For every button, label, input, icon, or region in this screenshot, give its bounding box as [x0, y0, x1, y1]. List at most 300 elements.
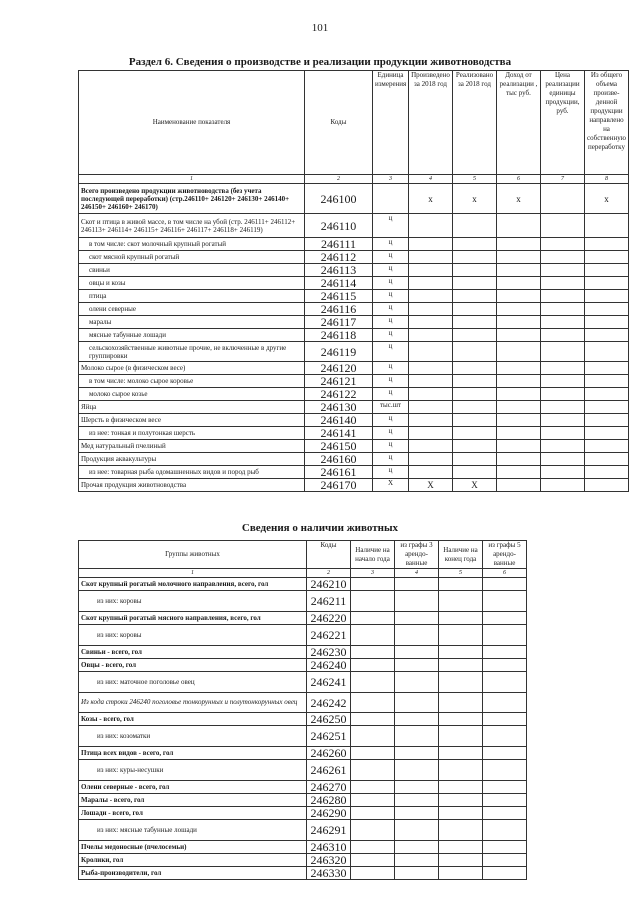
cell-c6[interactable] — [497, 303, 541, 316]
table-row — [79, 612, 527, 625]
row-name: Свиньи - всего, гол — [79, 646, 307, 659]
cell-c6[interactable] — [497, 401, 541, 414]
table-row — [79, 329, 629, 342]
data-cell[interactable] — [351, 612, 395, 625]
table-row — [79, 726, 527, 747]
cell-c7[interactable] — [541, 466, 585, 479]
data-cell[interactable] — [351, 807, 395, 820]
table-row — [79, 713, 527, 726]
cell-unit[interactable]: ц — [373, 388, 409, 401]
data-cell[interactable] — [351, 781, 395, 794]
data-cell[interactable] — [351, 794, 395, 807]
subtitle: Сведения о наличии животных — [241, 522, 399, 534]
data-cell[interactable] — [483, 820, 527, 841]
cell-c6[interactable] — [497, 251, 541, 264]
data-cell[interactable] — [351, 693, 395, 713]
data-cell[interactable] — [351, 760, 395, 781]
data-cell[interactable] — [351, 726, 395, 747]
cell-c8[interactable] — [585, 303, 629, 316]
cell-c4[interactable] — [409, 316, 453, 329]
cell-unit[interactable]: X — [373, 479, 409, 492]
table2-header-start: Наличие на начало года — [351, 541, 395, 569]
cell-c7[interactable] — [541, 316, 585, 329]
cell-c6[interactable]: x — [497, 184, 541, 214]
row-name: овцы и козы — [79, 277, 305, 290]
data-cell[interactable] — [483, 760, 527, 781]
data-cell[interactable] — [351, 625, 395, 646]
row-name: сельскохозяйственные животные прочие, не включенные в другие группировки — [79, 342, 305, 362]
table-row — [79, 251, 629, 264]
cell-c7[interactable] — [541, 251, 585, 264]
table-row — [79, 453, 629, 466]
cell-c4[interactable] — [409, 427, 453, 440]
cell-c7[interactable] — [541, 238, 585, 251]
table-row — [79, 440, 629, 453]
col-number: 4 — [395, 569, 439, 578]
cell-c4[interactable] — [409, 238, 453, 251]
cell-c4[interactable]: X — [409, 479, 453, 492]
cell-c6[interactable] — [497, 362, 541, 375]
cell-c6[interactable] — [497, 277, 541, 290]
table-row — [79, 867, 527, 880]
cell-c8[interactable] — [585, 342, 629, 362]
row-name: Мед натуральный пчелиный — [79, 440, 305, 453]
table-row — [79, 807, 527, 820]
row-name: Прочая продукция животноводства — [79, 479, 305, 492]
cell-unit[interactable]: ц — [373, 453, 409, 466]
cell-unit[interactable]: ц — [373, 251, 409, 264]
row-name: из них: коровы — [79, 625, 307, 646]
cell-unit[interactable]: ц — [373, 277, 409, 290]
cell-unit[interactable]: ц — [373, 303, 409, 316]
cell-c8[interactable] — [585, 479, 629, 492]
data-cell[interactable] — [439, 578, 483, 591]
row-code: 246260 — [307, 747, 351, 760]
data-cell[interactable] — [439, 760, 483, 781]
cell-c8[interactable] — [585, 440, 629, 453]
row-name: птица — [79, 290, 305, 303]
cell-c7[interactable] — [541, 303, 585, 316]
row-name: Скот и птица в живой массе, в том числе на убой (стр. 246111+ 246112+ 246113+ 246114+ 246115+ 246116+ 246117+ 246118+ 246119) — [79, 214, 305, 238]
cell-c4[interactable] — [409, 440, 453, 453]
cell-c6[interactable] — [497, 342, 541, 362]
cell-c5[interactable] — [453, 277, 497, 290]
table1-header-name: Наименование показателя — [79, 71, 305, 175]
data-cell[interactable] — [483, 578, 527, 591]
table-row — [79, 277, 629, 290]
cell-c4[interactable] — [409, 290, 453, 303]
row-code: 246117 — [305, 316, 373, 329]
table-row — [79, 427, 629, 440]
data-cell[interactable] — [483, 659, 527, 672]
data-cell[interactable] — [395, 646, 439, 659]
cell-c5[interactable] — [453, 453, 497, 466]
data-cell[interactable] — [483, 854, 527, 867]
data-cell[interactable] — [395, 794, 439, 807]
cell-c7[interactable] — [541, 440, 585, 453]
table-row — [79, 854, 527, 867]
cell-c7[interactable] — [541, 479, 585, 492]
table2-header-end-rented: из графы 5 арендо- ванные — [483, 541, 527, 569]
cell-c5[interactable] — [453, 401, 497, 414]
table1-header-sold: Реализовано за 2018 год — [453, 71, 497, 175]
row-name: Яйца — [79, 401, 305, 414]
data-cell[interactable] — [395, 820, 439, 841]
cell-c8[interactable] — [585, 329, 629, 342]
data-cell[interactable] — [351, 659, 395, 672]
cell-c6[interactable] — [497, 290, 541, 303]
table-row — [79, 466, 629, 479]
cell-c7[interactable] — [541, 414, 585, 427]
row-code: 246170 — [305, 479, 373, 492]
cell-c4[interactable] — [409, 453, 453, 466]
row-code: 246161 — [305, 466, 373, 479]
cell-c6[interactable] — [497, 375, 541, 388]
table1-number-row — [79, 175, 629, 184]
row-name: в том числе: молоко сырое коровье — [79, 375, 305, 388]
cell-c6[interactable] — [497, 264, 541, 277]
data-cell[interactable] — [395, 867, 439, 880]
table2-header-row — [79, 541, 527, 569]
cell-c5[interactable] — [453, 329, 497, 342]
data-cell[interactable] — [483, 591, 527, 612]
data-cell[interactable] — [439, 854, 483, 867]
data-cell[interactable] — [483, 747, 527, 760]
cell-c7[interactable] — [541, 264, 585, 277]
cell-c5[interactable] — [453, 303, 497, 316]
col-number: 5 — [453, 175, 497, 184]
row-code: 246122 — [305, 388, 373, 401]
col-number: 7 — [541, 175, 585, 184]
data-cell[interactable] — [483, 807, 527, 820]
data-cell[interactable] — [395, 659, 439, 672]
table-row — [79, 362, 629, 375]
row-code: 246211 — [307, 591, 351, 612]
data-cell[interactable] — [395, 726, 439, 747]
data-cell[interactable] — [439, 807, 483, 820]
cell-c6[interactable] — [497, 427, 541, 440]
cell-c5[interactable] — [453, 290, 497, 303]
row-name: из них: коровы — [79, 591, 307, 612]
cell-unit[interactable]: ц — [373, 238, 409, 251]
row-name: из нее: тонкая и полутонкая шерсть — [79, 427, 305, 440]
data-cell[interactable] — [439, 672, 483, 693]
cell-c7[interactable] — [541, 184, 585, 214]
cell-unit[interactable]: тыс.шт — [373, 401, 409, 414]
cell-c8[interactable] — [585, 238, 629, 251]
cell-c7[interactable] — [541, 427, 585, 440]
data-cell[interactable] — [395, 760, 439, 781]
data-cell[interactable] — [351, 672, 395, 693]
cell-c7[interactable] — [541, 453, 585, 466]
data-cell[interactable] — [483, 794, 527, 807]
table-row — [79, 414, 629, 427]
table-row — [79, 238, 629, 251]
data-cell[interactable] — [483, 646, 527, 659]
table-row — [79, 214, 629, 238]
cell-c4[interactable] — [409, 388, 453, 401]
cell-c8[interactable] — [585, 453, 629, 466]
data-cell[interactable] — [395, 612, 439, 625]
row-name: Пчелы медоносные (пчелосемьи) — [79, 841, 307, 854]
cell-c4[interactable] — [409, 277, 453, 290]
table-row — [79, 672, 527, 693]
row-code: 246150 — [305, 440, 373, 453]
row-code: 246221 — [307, 625, 351, 646]
cell-c7[interactable] — [541, 401, 585, 414]
row-code: 246119 — [305, 342, 373, 362]
cell-c6[interactable] — [497, 214, 541, 238]
data-cell[interactable] — [439, 867, 483, 880]
data-cell[interactable] — [351, 854, 395, 867]
data-cell[interactable] — [439, 625, 483, 646]
cell-c8[interactable] — [585, 375, 629, 388]
cell-c8[interactable] — [585, 290, 629, 303]
data-cell[interactable] — [439, 659, 483, 672]
cell-c8[interactable]: x — [585, 184, 629, 214]
data-cell[interactable] — [395, 578, 439, 591]
data-cell[interactable] — [351, 646, 395, 659]
data-cell[interactable] — [439, 713, 483, 726]
data-cell[interactable] — [439, 591, 483, 612]
data-cell[interactable] — [483, 693, 527, 713]
cell-c7[interactable] — [541, 329, 585, 342]
col-number: 2 — [307, 569, 351, 578]
cell-c8[interactable] — [585, 264, 629, 277]
row-name: Маралы - всего, гол — [79, 794, 307, 807]
data-cell[interactable] — [439, 726, 483, 747]
cell-c4[interactable]: x — [409, 184, 453, 214]
cell-c5[interactable] — [453, 238, 497, 251]
data-cell[interactable] — [395, 693, 439, 713]
data-cell[interactable] — [483, 612, 527, 625]
cell-c8[interactable] — [585, 277, 629, 290]
cell-c6[interactable] — [497, 238, 541, 251]
table-row — [79, 781, 527, 794]
row-code: 246310 — [307, 841, 351, 854]
cell-c4[interactable] — [409, 362, 453, 375]
cell-c6[interactable] — [497, 316, 541, 329]
table2-number-row — [79, 569, 527, 578]
table2-header-start-rented: из графы 3 арендо- ванные — [395, 541, 439, 569]
row-code: 246291 — [307, 820, 351, 841]
cell-unit[interactable]: ц — [373, 427, 409, 440]
row-name: из них: куры-несушки — [79, 760, 307, 781]
cell-c7[interactable] — [541, 362, 585, 375]
cell-c4[interactable] — [409, 414, 453, 427]
row-code: 246290 — [307, 807, 351, 820]
cell-c8[interactable] — [585, 362, 629, 375]
cell-c8[interactable] — [585, 214, 629, 238]
cell-c5[interactable] — [453, 427, 497, 440]
cell-unit[interactable]: ц — [373, 375, 409, 388]
data-cell[interactable] — [483, 781, 527, 794]
cell-c8[interactable] — [585, 414, 629, 427]
cell-unit[interactable] — [373, 184, 409, 214]
cell-c6[interactable] — [497, 466, 541, 479]
data-cell[interactable] — [395, 625, 439, 646]
cell-c4[interactable] — [409, 329, 453, 342]
row-name: из них: мясные табунные лошади — [79, 820, 307, 841]
cell-unit[interactable]: ц — [373, 414, 409, 427]
cell-c4[interactable] — [409, 375, 453, 388]
cell-c6[interactable] — [497, 329, 541, 342]
cell-unit[interactable]: ц — [373, 329, 409, 342]
cell-c7[interactable] — [541, 290, 585, 303]
row-code: 246115 — [305, 290, 373, 303]
cell-c5[interactable] — [453, 316, 497, 329]
row-name: Шерсть в физическом весе — [79, 414, 305, 427]
data-cell[interactable] — [395, 807, 439, 820]
cell-unit[interactable]: ц — [373, 214, 409, 238]
cell-unit[interactable]: ц — [373, 264, 409, 277]
data-cell[interactable] — [395, 672, 439, 693]
data-cell[interactable] — [439, 841, 483, 854]
cell-c4[interactable] — [409, 401, 453, 414]
data-cell[interactable] — [351, 867, 395, 880]
cell-c5[interactable] — [453, 251, 497, 264]
cell-c7[interactable] — [541, 342, 585, 362]
table-row — [79, 342, 629, 362]
cell-c4[interactable] — [409, 466, 453, 479]
col-number: 6 — [497, 175, 541, 184]
cell-c7[interactable] — [541, 214, 585, 238]
data-cell[interactable] — [483, 713, 527, 726]
cell-c4[interactable] — [409, 214, 453, 238]
row-name: олени северные — [79, 303, 305, 316]
row-name: из них: козоматки — [79, 726, 307, 747]
cell-c7[interactable] — [541, 375, 585, 388]
cell-c8[interactable] — [585, 427, 629, 440]
row-name: Рыба-производители, гол — [79, 867, 307, 880]
data-cell[interactable] — [439, 747, 483, 760]
data-cell[interactable] — [483, 841, 527, 854]
cell-unit[interactable]: ц — [373, 440, 409, 453]
table1-header-price: Цена реализации единицы продукции, руб. — [541, 71, 585, 175]
data-cell[interactable] — [439, 646, 483, 659]
row-code: 246100 — [305, 184, 373, 214]
cell-c4[interactable] — [409, 303, 453, 316]
cell-c5[interactable] — [453, 214, 497, 238]
cell-unit[interactable]: ц — [373, 466, 409, 479]
data-cell[interactable] — [351, 841, 395, 854]
row-name: маралы — [79, 316, 305, 329]
data-cell[interactable] — [395, 781, 439, 794]
col-number: 3 — [351, 569, 395, 578]
row-code: 246280 — [307, 794, 351, 807]
data-cell[interactable] — [483, 625, 527, 646]
row-name: скот мясной крупный рогатый — [79, 251, 305, 264]
cell-c8[interactable] — [585, 401, 629, 414]
col-number: 1 — [79, 175, 305, 184]
data-cell[interactable] — [483, 867, 527, 880]
row-name: Олени северные - всего, гол — [79, 781, 307, 794]
table-row — [79, 646, 527, 659]
row-name: Молоко сырое (в физическом весе) — [79, 362, 305, 375]
row-code: 246130 — [305, 401, 373, 414]
table-row — [79, 841, 527, 854]
col-number: 5 — [439, 569, 483, 578]
data-cell[interactable] — [483, 726, 527, 747]
cell-c8[interactable] — [585, 316, 629, 329]
data-cell[interactable] — [439, 820, 483, 841]
data-cell[interactable] — [351, 747, 395, 760]
cell-c5[interactable] — [453, 264, 497, 277]
table-row — [79, 316, 629, 329]
data-cell[interactable] — [439, 693, 483, 713]
animals-table — [78, 540, 527, 880]
cell-c7[interactable] — [541, 277, 585, 290]
table-row — [79, 578, 527, 591]
row-name: Скот крупный рогатый молочного направления, всего, гол — [79, 578, 307, 591]
row-code: 246210 — [307, 578, 351, 591]
cell-unit[interactable]: ц — [373, 342, 409, 362]
table2-header-end: Наличие на конец года — [439, 541, 483, 569]
cell-c5[interactable] — [453, 440, 497, 453]
cell-c5[interactable] — [453, 375, 497, 388]
cell-c5[interactable] — [453, 466, 497, 479]
data-cell[interactable] — [439, 781, 483, 794]
cell-unit[interactable]: ц — [373, 362, 409, 375]
data-cell[interactable] — [351, 591, 395, 612]
cell-c4[interactable] — [409, 251, 453, 264]
data-cell[interactable] — [351, 713, 395, 726]
cell-c5[interactable] — [453, 342, 497, 362]
cell-c5[interactable]: x — [453, 184, 497, 214]
cell-c5[interactable] — [453, 414, 497, 427]
data-cell[interactable] — [351, 820, 395, 841]
data-cell[interactable] — [395, 713, 439, 726]
cell-c6[interactable] — [497, 453, 541, 466]
data-cell[interactable] — [483, 672, 527, 693]
row-code: 246116 — [305, 303, 373, 316]
row-code: 246140 — [305, 414, 373, 427]
row-code: 246141 — [305, 427, 373, 440]
cell-c6[interactable] — [497, 440, 541, 453]
table-row — [79, 375, 629, 388]
cell-c6[interactable] — [497, 414, 541, 427]
cell-c5[interactable]: X — [453, 479, 497, 492]
cell-c5[interactable] — [453, 362, 497, 375]
cell-c5[interactable] — [453, 388, 497, 401]
cell-c8[interactable] — [585, 466, 629, 479]
data-cell[interactable] — [395, 841, 439, 854]
cell-c6[interactable] — [497, 388, 541, 401]
cell-c8[interactable] — [585, 251, 629, 264]
col-number: 2 — [305, 175, 373, 184]
data-cell[interactable] — [395, 854, 439, 867]
row-name: из нее: товарная рыба одомашненных видов и пород рыб — [79, 466, 305, 479]
cell-c4[interactable] — [409, 342, 453, 362]
data-cell[interactable] — [439, 612, 483, 625]
cell-unit[interactable]: ц — [373, 316, 409, 329]
row-code: 246320 — [307, 854, 351, 867]
col-number: 1 — [79, 569, 307, 578]
cell-c8[interactable] — [585, 388, 629, 401]
data-cell[interactable] — [395, 747, 439, 760]
cell-c6[interactable] — [497, 479, 541, 492]
data-cell[interactable] — [351, 578, 395, 591]
cell-c4[interactable] — [409, 264, 453, 277]
table-row — [79, 591, 527, 612]
cell-unit[interactable]: ц — [373, 290, 409, 303]
data-cell[interactable] — [395, 591, 439, 612]
row-name: Кролики, гол — [79, 854, 307, 867]
row-name: Овцы - всего, гол — [79, 659, 307, 672]
data-cell[interactable] — [439, 794, 483, 807]
cell-c7[interactable] — [541, 388, 585, 401]
table-row — [79, 659, 527, 672]
